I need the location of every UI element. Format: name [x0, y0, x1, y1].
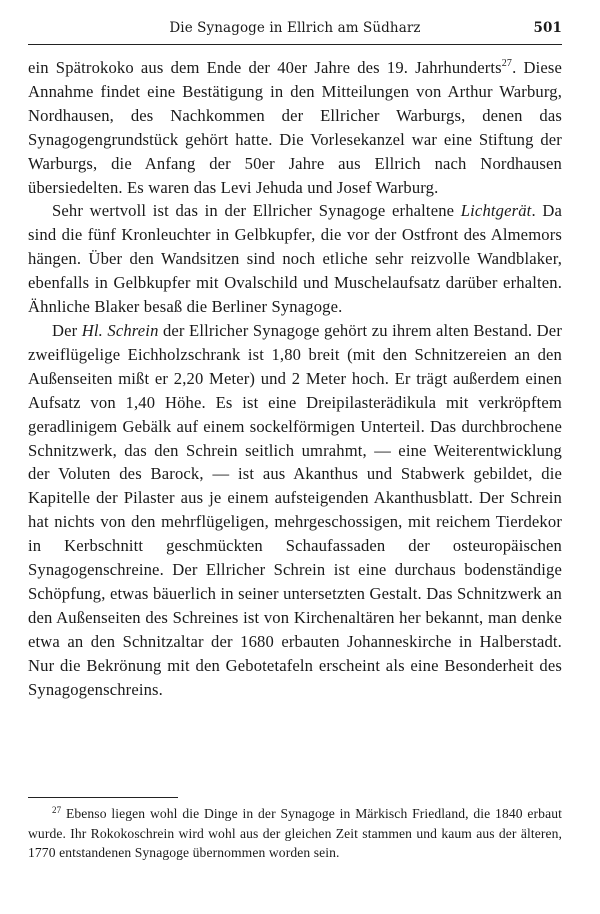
paragraph-3 [28, 319, 562, 702]
footnote-rule [28, 797, 178, 798]
footnote-text: Ebenso liegen wohl die Dinge in der Synagoge in Märkisch Friedland, die 1840 erbaut wurde. Ihr Rokokoschrein wird wohl aus der gleichen Zeit stammen und kaum aus der älteren, 1770 entstandenen Synagoge übernommen worden sein. [28, 806, 562, 861]
paragraph-2-after: . Da sind die fünf Kronleuchter in Gelbkupfer, die vor der Ostfront des Almemors hängen. Über den Wandsitzen sind noch etliche sehr reizvolle Wandblaker, ebenfalls in Gelbkupfer mit Ovalschild und Muschelaufsatz darüber erhalten. Ähnliche Blaker besaß die Berliner Synagoge. [28, 201, 563, 317]
header-rule [28, 44, 562, 45]
paragraph-2-before: Sehr wertvoll ist das in der Ellricher Synagoge erhaltene [52, 201, 461, 221]
paragraph-1 [28, 56, 562, 199]
main-text [28, 56, 562, 701]
term-hl-schrein: Hl. Schrein [81, 320, 159, 340]
term-lichtgeraet: Lichtgerät [460, 201, 532, 221]
footnote-27 [28, 804, 562, 863]
footnote [28, 804, 562, 863]
paragraph-3-before: Der [52, 320, 82, 340]
page-number: 501 [533, 20, 562, 36]
running-head-title: Die Synagoge in Ellrich am Südharz [169, 20, 421, 36]
paragraph-2 [28, 199, 562, 319]
footnote-ref-27[interactable]: 27 [501, 58, 513, 69]
running-head [28, 18, 562, 44]
footnote-number: 27 [52, 805, 62, 815]
paragraph-1-text-after: . Diese Annahme findet eine Bestätigung in den Mitteilungen von Arthur Warburg, Nordhausen, des Nachkommen der Ellricher Warburgs, denen das Synagogengrundstück gehört hatte. Die Vorlesekanzel war eine Stiftung der Warburgs, die Anfang der 50er Jahre aus Ellrich nach Nordhausen übersiedelten. Es waren das Levi Jehuda und Josef Warburg. [28, 58, 562, 197]
paragraph-1-text: ein Spätrokoko aus dem Ende der 40er Jahre des 19. Jahrhunderts [28, 58, 502, 77]
paragraph-3-after: der Ellricher Synagoge gehört zu ihrem alten Bestand. Der zweiflügelige Eichholzschrank ist 1,80 breit (mit den Schnitzereien an den Außenseiten mißt er 2,20 Meter) und 2 Meter hoch. Er trägt außerdem einen Aufsatz von 1,40 Höhe. Es ist eine Dreipilasterädikula mit verkröpftem geradlinigem Gebälk auf einem sockelförmigen Unterteil. Das durchbrochene Schnitzwerk, das den Schrein seitlich umrahmt, — eine Weiterentwicklung der Voluten des Barock, — ist aus Akanthus und Stabwerk gebildet, die Kapitelle der Pilaster aus je einem aufsteigenden Akanthusblatt. Der Schrein hat nichts von den mehrflügeligen, mehrgeschossigen, mit reichem Tierdekor in Kerbschnitt geschmückten Schaufassaden der osteuropäischen Synagogenschreine. Der Ellricher Schrein ist eine durchaus bodenständige Schöpfung, etwas bäuerlich in seiner untersetzten Gestalt. Das Schnitzwerk an den Außenseiten des Schreines ist von Kirchenaltären her bekannt, man denke etwa an den Schnitzaltar der 1680 erbauten Johanneskirche in Halberstadt. Nur die Bekrönung mit den Gebotetafeln erscheint als eine Besonderheit des Synagogenschreins. [28, 320, 562, 699]
